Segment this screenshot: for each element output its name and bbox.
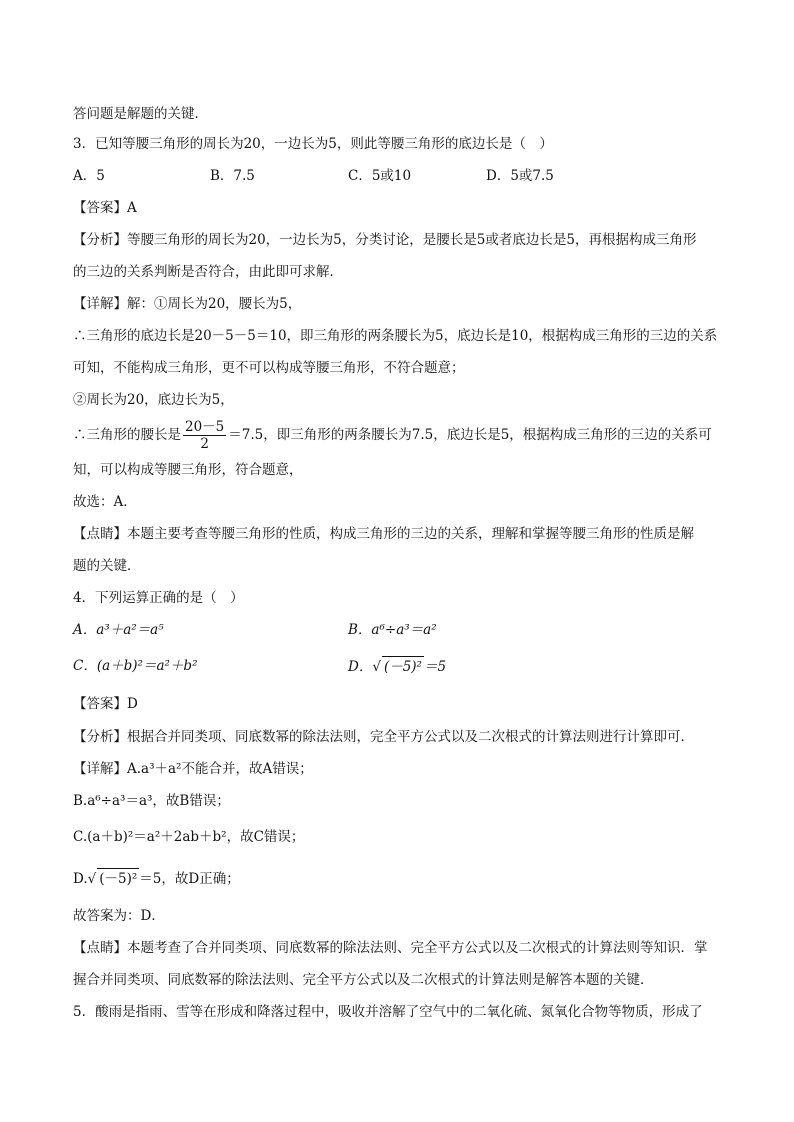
q4-detail-b: B.a⁶÷a³＝a³，故B错误； xyxy=(73,793,230,809)
q3-detail-line3: 可知，不能构成三角形，更不可以构成等腰三角形，不符合题意； xyxy=(73,360,465,376)
fraction xyxy=(183,419,226,452)
q4-comment-line1: 【点睛】本题考查了合并同类项、同底数幂的除法法则、完全平方公式以及二次根式的计算法则等知识．掌 xyxy=(73,940,708,956)
radical-content: (－5)² xyxy=(382,656,424,677)
q4-option-d-label: D． xyxy=(348,659,373,675)
q3-option-b: B．7.5 xyxy=(210,168,255,184)
q3-detail-line7: 故选：A． xyxy=(73,494,137,510)
q4-option-b: B．a⁶÷a³＝a² xyxy=(348,622,437,638)
radical-content: (－5)² xyxy=(97,868,139,889)
q3-comment-line1: 【点睛】本题主要考查等腰三角形的性质，构成三角形的三边的关系，理解和掌握等腰三角形的性质是解 xyxy=(73,526,694,542)
q4-option-c: C．(a＋b)²＝a²＋b² xyxy=(73,658,198,674)
q4-detail-d-result: ＝5，故D正确； xyxy=(139,871,240,887)
q3-option-d: D．5或7.5 xyxy=(486,168,554,184)
q3-detail-line1: 【详解】解：①周长为20，腰长为5， xyxy=(73,296,302,312)
q3-comment-line2: 题的关键． xyxy=(73,558,141,574)
question-5-stem: 5．酸雨是指雨、雪等在形成和降落过程中，吸收并溶解了空气中的二氧化硫、氮氧化合物等物质，形成了 xyxy=(73,1004,703,1020)
q3-analysis-line2: 的三边的关系判断是否符合，由此即可求解． xyxy=(73,264,343,280)
q3-detail-line6: 知，可以构成等腰三角形，符合题意， xyxy=(73,462,303,478)
q4-option-d: D．√ (－5)² ＝5 xyxy=(348,656,446,677)
q4-conclusion: 故答案为：D． xyxy=(73,908,165,924)
question-4-stem: 4．下列运算正确的是（ ） xyxy=(73,590,244,606)
q3-detail-line4: ②周长为20，底边长为5， xyxy=(73,392,234,408)
q3-option-a: A．5 xyxy=(73,168,105,184)
fraction-numerator: 20－5 xyxy=(185,419,225,435)
q4-detail-c: C.(a＋b)²＝a²＋2ab＋b²，故C错误； xyxy=(73,829,305,845)
q4-detail-d-label: D. xyxy=(73,871,88,887)
q3-detail-line5-end: ＝7.5，即三角形的两条腰长为7.5，底边长是5，根据构成三角形的三边的关系可 xyxy=(228,427,712,443)
q4-detail-d: D.√ (－5)² ＝5，故D正确； xyxy=(73,868,240,889)
q4-comment-line2: 握合并同类项、同底数幂的除法法则、完全平方公式以及二次根式的计算法则是解答本题的关键． xyxy=(73,972,654,988)
q3-answer: 【答案】A xyxy=(73,200,137,216)
q4-option-d-result: ＝5 xyxy=(423,659,447,675)
question-3-stem: 3．已知等腰三角形的周长为20，一边长为5，则此等腰三角形的底边长是（ ） xyxy=(73,136,553,152)
q4-option-a: A．a³＋a²＝a⁵ xyxy=(73,622,164,638)
q4-answer: 【答案】D xyxy=(73,696,138,712)
q3-analysis-line1: 【分析】等腰三角形的周长为20，一边长为5，分类讨论，是腰长是5或者底边长是5，再根据构成三角形 xyxy=(73,232,697,248)
text-line: 答问题是解题的关键． xyxy=(73,106,208,122)
q4-detail-a: 【详解】A.a³＋a²不能合并，故A错误； xyxy=(73,761,313,777)
q4-analysis: 【分析】根据合并同类项、同底数幂的除法法则，完全平方公式以及二次根式的计算法则进行计算即可． xyxy=(73,729,694,745)
q3-detail-line5 xyxy=(73,418,712,452)
q3-option-c: C．5或10 xyxy=(348,168,412,184)
q3-detail-line5-start: ∴三角形的腰长是 xyxy=(73,427,181,443)
q3-detail-line2: ∴三角形的底边长是20－5－5＝10，即三角形的两条腰长为5，底边长是10，根据构成三角形的三边的关系 xyxy=(73,328,718,344)
fraction-denominator: 2 xyxy=(200,436,209,452)
